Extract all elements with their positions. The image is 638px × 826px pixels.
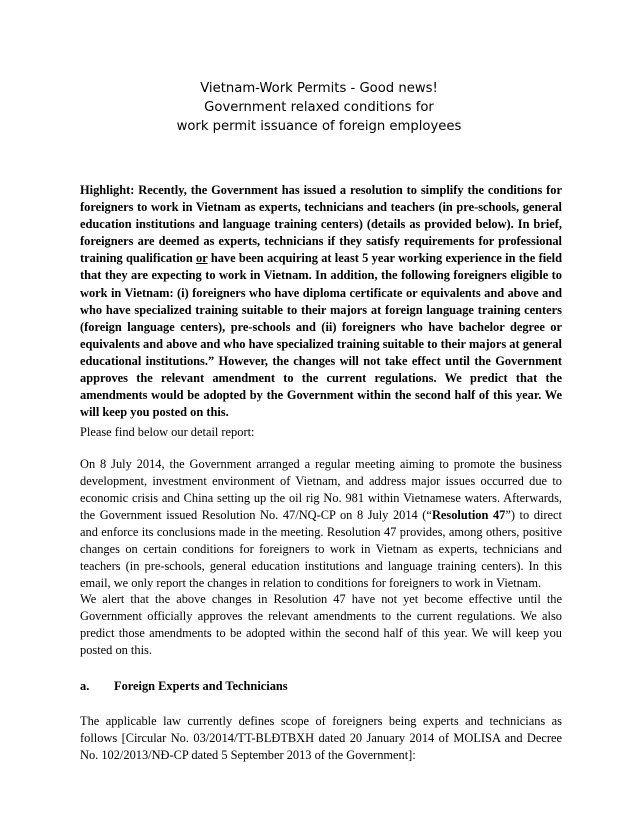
title-line-1: Vietnam-Work Permits - Good news! <box>200 81 438 96</box>
highlight-text-part1: Highlight: Recently, the Government has issued a resolution to simplify the conditions for foreigners to work in Vietnam as experts, technicians and teachers (in pre-schools, general education institutions and language training centers) (details as provided below). In brief, foreigners are deemed as experts, technicians if they satisfy requirements for professional training qualification <box>80 183 562 266</box>
section-marker: a. <box>80 679 90 693</box>
highlight-text-part2: have been acquiring at least 5 year working experience in the field that they are expecting to work in Vietnam. In addition, the following foreigners eligible to work in Vietnam: (i) foreigners who have diploma certificate or equivalents and above and who have specialized training suitable to their majors at foreign language training centers (foreign language centers), pre-schools and (ii) foreigners who have bachelor degree or equivalents and above and who have specialized training suitable to their majors at general educational institutions.” However, the changes will not take effect until the Government approves the relevant amendment to the current regulations. We predict that the amendments would be adopted by the Government within the second half of this year. We will keep you posted on this. <box>80 251 562 420</box>
resolution-47-term: Resolution 47 <box>431 508 506 522</box>
section-heading-a <box>80 678 288 695</box>
title-line-2: Government relaxed conditions for <box>204 100 434 115</box>
intro-paragraph: Please find below our detail report: <box>80 425 255 439</box>
applicable-law-paragraph: The applicable law currently defines scope of foreigners being experts and technicians as follows [Circular No. 03/2014/TT-BLĐTBXH dated 20 January 2014 of MOLISA and Decree No. 102/2013/NĐ-CP dated 5 September 2013 of the Government]: <box>80 714 562 762</box>
highlight-underlined-or: or <box>196 251 208 266</box>
meeting-text-after: ”) to direct and enforce its conclusions made in the meeting. Resolution 47 provides, among others, positive changes on certain conditions for foreigners to work in Vietnam as experts, technicians and teachers (in pre-schools, general education institutions and language training centers). In this email, we only report the changes in relation to conditions for foreigners to work in Vietnam. <box>80 508 562 590</box>
document-title <box>80 79 558 136</box>
meeting-text-before: On 8 July 2014, the Government arranged a regular meeting aiming to promote the business development, investment environment of Vietnam, and address major issues occurred due to economic crisis and China setting up the oil rig No. 981 within Vietnamese waters. Afterwards, the Government issued Resolution No. 47/NQ-CP on 8 July 2014 (“ <box>80 457 562 522</box>
title-line-3: work permit issuance of foreign employees <box>176 119 462 134</box>
highlight-paragraph <box>80 182 562 421</box>
section-title: Foreign Experts and Technicians <box>114 679 288 693</box>
alert-paragraph: We alert that the above changes in Resolution 47 have not yet become effective until the Government officially approves the relevant amendments to the current regulations. We also predict those amendments to be adopted within the second half of this year. We will keep you posted on this. <box>80 592 562 657</box>
meeting-paragraph <box>80 456 562 592</box>
